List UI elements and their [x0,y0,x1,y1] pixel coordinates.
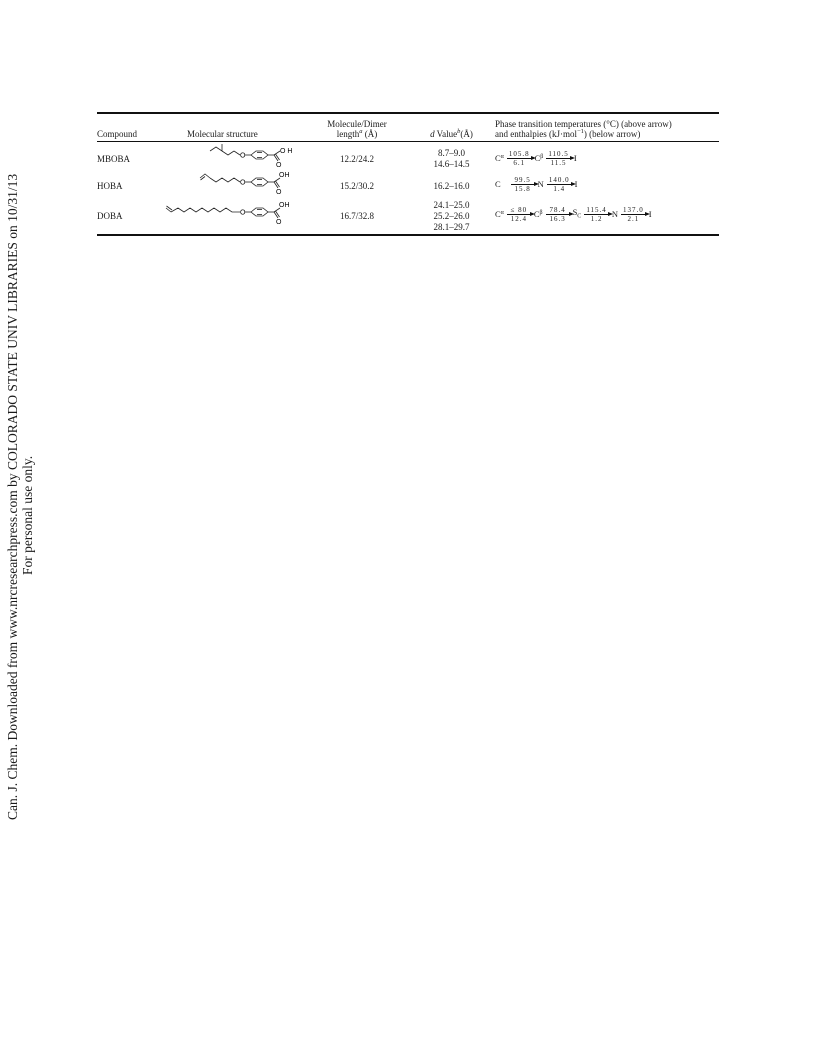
phase-sequence [495,206,652,223]
header-d-italic: d [430,129,435,139]
header-length-footnote: a [359,128,363,135]
phase-transition-table [97,112,719,236]
carbonyl-oxygen-label: O [276,189,282,196]
phase-crystal-alpha: $C^\alpha$ [495,153,504,163]
d-value: 8.7–9.0 [438,148,465,158]
table-row-mboba [97,142,719,172]
oxygen-label: O [240,152,246,160]
phase-isotropic: I [573,153,577,163]
molecular-structure-doba [152,200,312,233]
header-length-line2: length [336,129,360,139]
header-length-unit: (Å) [362,129,378,139]
phase-isotropic: I [574,179,578,189]
d-value-cell [424,200,479,233]
transition-arrow: ≤ 80 12.4 [507,206,531,223]
hydroxyl-label: OH [279,202,290,209]
transition-arrow: 78.4 16.3 [546,206,570,223]
transition-arrow: 110.5 11.5 [548,150,569,167]
phase-crystal: C [495,179,501,189]
phase-nematic: N [611,209,618,219]
header-phase-line2b: ) (below arrow) [583,129,641,139]
hydroxyl-label: OH [279,172,290,179]
header-phase-sup: −1 [576,128,584,135]
phase-sequence [495,150,577,167]
d-value: 14.6–14.5 [433,159,470,169]
header-d-text: Value [434,129,458,139]
header-compound: Compound [97,129,138,139]
phase-sequence [495,176,577,193]
transition-arrow: 99.5 15.8 [511,176,535,193]
phase-crystal-beta: $C^\beta$ [533,209,543,219]
oxygen-label: O [240,179,246,187]
header-phase-line1: Phase transition temperatures (°C) (above arrow) [495,119,672,129]
d-value: 16.2–16.0 [433,181,470,191]
header-d-unit: (Å) [460,129,473,139]
transition-arrow: 137.0 2.1 [622,206,644,223]
d-value: 25.2–26.0 [433,211,470,221]
phase-crystal-beta: $C^\beta$ [534,153,544,163]
d-value-cell [424,148,479,170]
molecule-dimer-length: 16.7/32.8 [339,211,374,221]
phase-smectic-c: $S_C$ [572,206,582,220]
watermark-line-1: Can. J. Chem. Downloaded from www.nrcresearchpress.com by COLORADO STATE UNIV LIBRARIES on 10/31/13 [5,173,20,820]
hydroxyl-label: O H [280,148,293,155]
d-value: 28.1–29.7 [433,222,470,232]
table-header-row [97,114,719,141]
compound-name: DOBA [97,211,123,221]
table-row-doba [97,198,719,234]
transition-arrow: 140.0 1.4 [548,176,570,193]
compound-name: MBOBA [97,154,131,164]
download-watermark [0,0,40,1056]
phase-isotropic: I [648,209,652,219]
header-d-value [424,129,479,139]
phase-nematic: N [537,179,544,189]
carbonyl-oxygen-label: O [276,219,282,226]
d-value-cell [424,181,479,192]
watermark-line-2: For personal use only. [20,455,35,575]
transition-arrow: 115.4 1.2 [586,206,607,223]
header-molecular-structure: Molecular structure [187,129,258,139]
header-phase [495,119,672,139]
table-row-hoba [97,172,719,198]
header-length [312,119,402,139]
compound-name: HOBA [97,181,123,191]
header-d-footnote: b [457,128,461,135]
d-value: 24.1–25.0 [433,200,470,210]
phase-crystal-alpha: $C^\alpha$ [495,209,504,219]
oxygen-label: O [240,209,246,217]
table-bottom-rule [97,234,719,236]
carbonyl-oxygen-label: O [276,162,282,169]
molecule-dimer-length: 12.2/24.2 [339,154,374,164]
header-phase-line2a: and enthalpies (kJ·mol [495,129,577,139]
header-length-line1: Molecule/Dimer [327,119,387,129]
molecule-dimer-length: 15.2/30.2 [339,181,374,191]
transition-arrow: 105.8 6.1 [508,150,530,167]
